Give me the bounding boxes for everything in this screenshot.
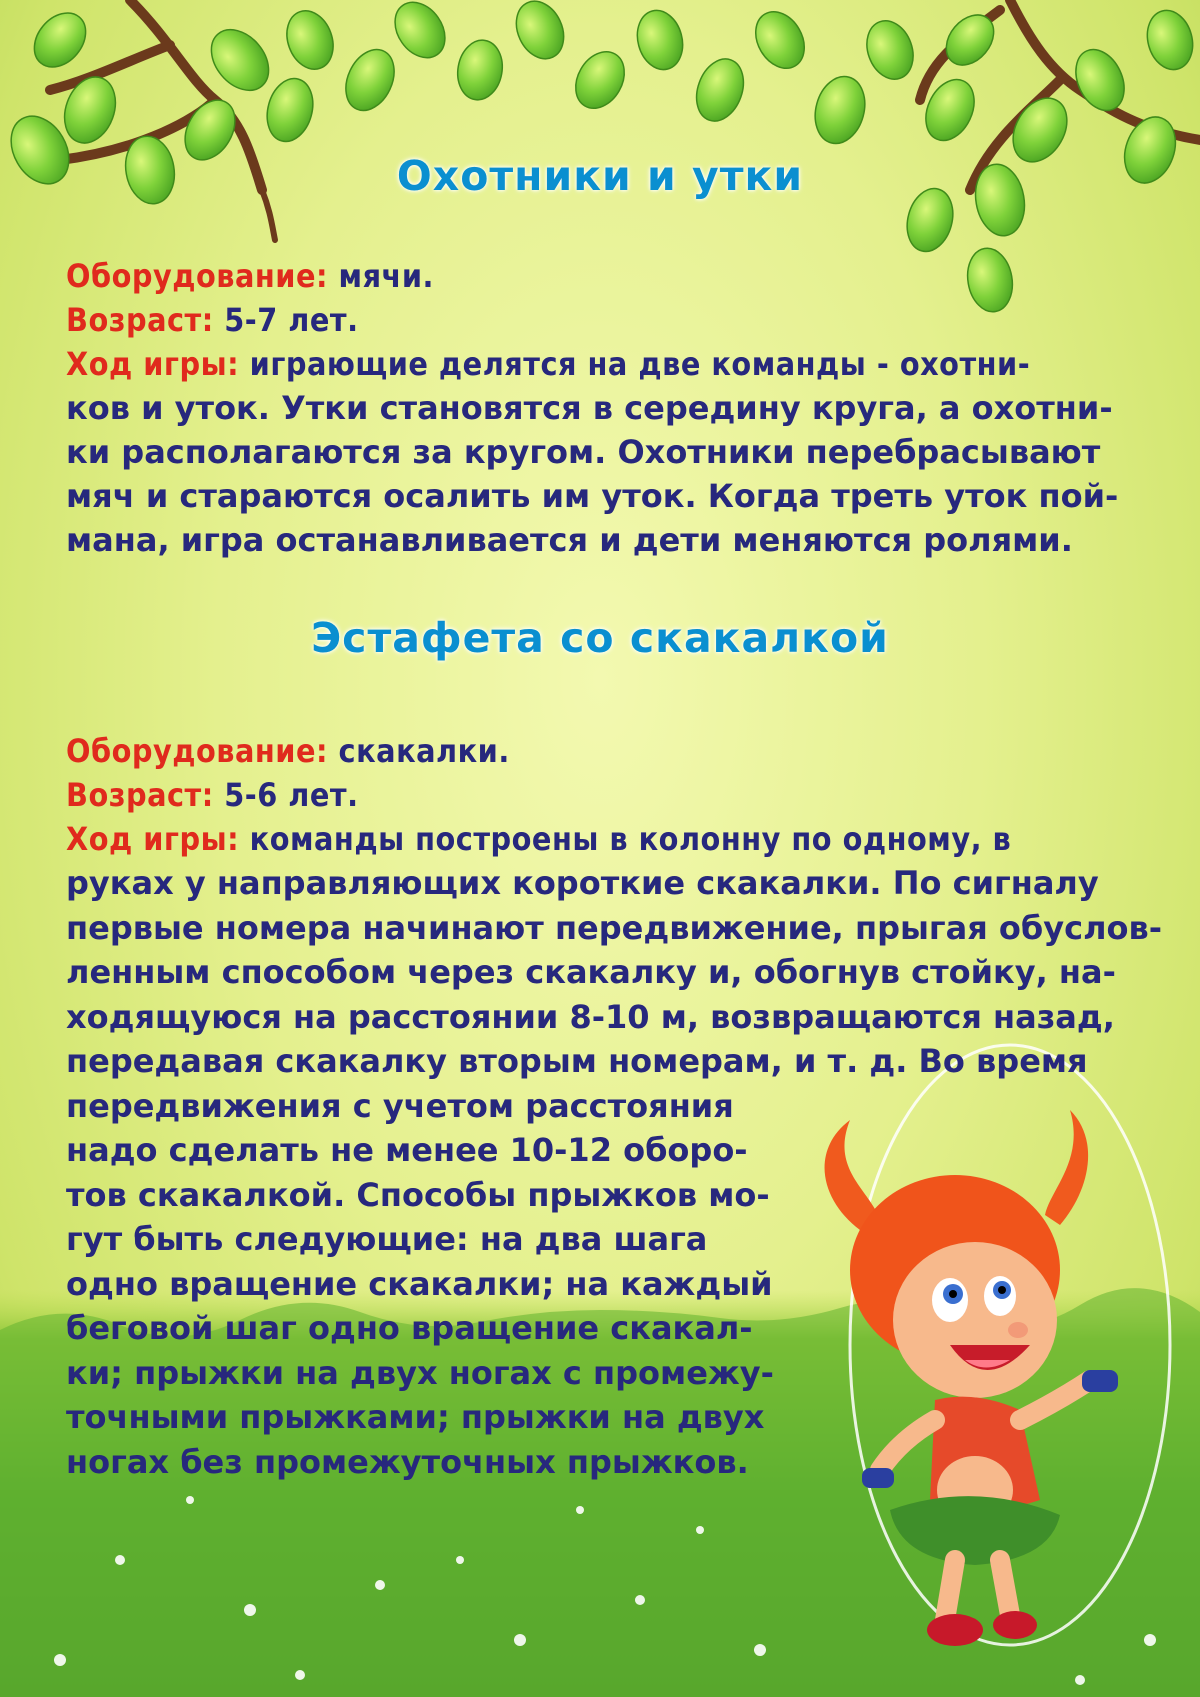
section1-course-first: играющие делятся на две команды - охотни-: [239, 345, 1031, 383]
section2-course-line: ки; прыжки на двух ногах с промежу-: [66, 1353, 774, 1392]
section1-course-text: [66, 386, 1146, 562]
section1-course-line: ков и уток. Утки становятся в середину круга, а охотни-: [66, 389, 1113, 427]
section1-age: [66, 298, 359, 342]
section1-course-line: ки располагаются за кругом. Охотники перебрасывают: [66, 433, 1101, 471]
section2-age-label: Возраст:: [66, 776, 214, 814]
section2-course-line: передвижения с учетом расстояния: [66, 1086, 734, 1125]
section2-course-line: надо сделать не менее 10-12 оборо-: [66, 1131, 748, 1169]
section1-title: Охотники и утки: [396, 152, 804, 200]
section2-course: [66, 817, 1011, 861]
section2-course-line: ленным способом через скакалку и, обогнув стойку, на-: [66, 953, 1116, 991]
section2-title: Эстафета со скакалкой: [311, 614, 889, 662]
section2-course-line: гут быть следующие: на два шага: [66, 1220, 708, 1258]
section2-course-line: точными прыжками; прыжки на двух: [66, 1398, 765, 1436]
section1-course: [66, 342, 1030, 386]
section1-course-line: мяч и стараются осалить им уток. Когда треть уток пой-: [66, 477, 1119, 515]
section2-equipment-label: Оборудование:: [66, 732, 329, 770]
section2-course-line: передавая скакалку вторым номерам, и т. д. Во время: [66, 1042, 1088, 1080]
section2-course-label: Ход игры:: [66, 820, 240, 858]
section2-course-line: руках у направляющих короткие скакалки. По сигналу: [66, 864, 1099, 902]
section2-course-first: команды построены в колонну по одному, в: [239, 820, 1012, 858]
section2-course-line: беговой шаг одно вращение скакал-: [66, 1309, 753, 1347]
section1-equipment-value: мячи.: [328, 257, 434, 295]
section1-equipment: [66, 254, 434, 298]
section2-course-text: [66, 861, 1166, 1484]
section1-course-line: мана, игра останавливается и дети меняются ролями.: [66, 521, 1073, 559]
section2-course-line: ходящуюся на расстоянии 8-10 м, возвращаются назад,: [66, 997, 1115, 1036]
section1-age-value: 5-7 лет.: [213, 301, 359, 339]
section1-equipment-label: Оборудование:: [66, 257, 329, 295]
section1-course-label: Ход игры:: [66, 345, 240, 383]
section2-age: [66, 773, 359, 817]
section2-age-value: 5-6 лет.: [213, 776, 359, 814]
section2-equipment-value: скакалки.: [328, 732, 510, 770]
section2-course-line: первые номера начинают передвижение, прыгая обуслов-: [66, 908, 1163, 947]
section2-course-line: одно вращение скакалки; на каждый: [66, 1264, 773, 1303]
section1-age-label: Возраст:: [66, 301, 214, 339]
section2-course-line: ногах без промежуточных прыжков.: [66, 1442, 749, 1481]
section2-equipment: [66, 729, 510, 773]
section2-course-line: тов скакалкой. Способы прыжков мо-: [66, 1175, 770, 1214]
